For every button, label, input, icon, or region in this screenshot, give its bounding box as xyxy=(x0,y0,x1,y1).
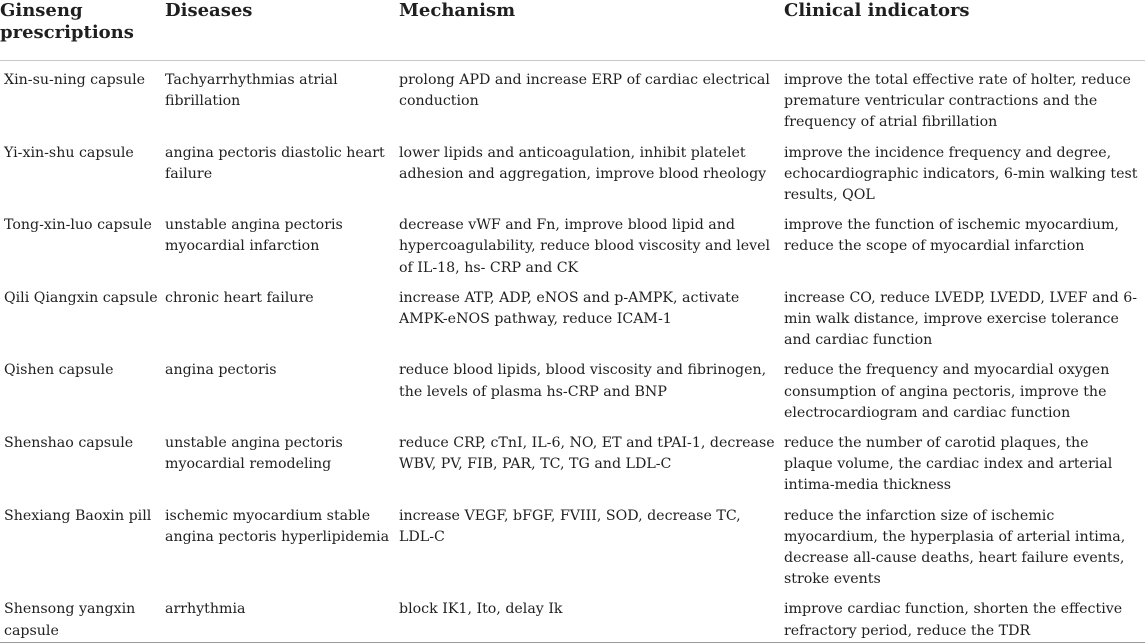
header-clinical-indicators: Clinical indicators xyxy=(784,0,1145,61)
cell-clinical-indicators: reduce the number of carotid plaques, the plaque volume, the cardiac index and arterial intima-media thickness xyxy=(784,435,1113,494)
cell-mechanism: decrease vWF and Fn, improve blood lipid and hypercoagulability, reduce blood viscosity and level of IL-18, hs- CRP and CK xyxy=(399,217,771,276)
cell-diseases: Tachyarrhythmias atrial fibrillation xyxy=(165,72,338,110)
cell-diseases: chronic heart failure xyxy=(165,289,314,306)
cell-clinical-indicators: improve the incidence frequency and degree, echocardiographic indicators, 6-min walking test results, QOL xyxy=(784,144,1138,204)
cell-mechanism: increase ATP, ADP, eNOS and p-AMPK, activate AMPK-eNOS pathway, reduce ICAM-1 xyxy=(399,289,740,328)
header-prescriptions: Ginseng prescriptions xyxy=(0,0,165,61)
cell-prescription: Qishen capsule xyxy=(4,362,114,379)
table-row xyxy=(0,424,1145,497)
table-header xyxy=(0,0,1145,61)
header-diseases: Diseases xyxy=(165,0,399,61)
header-mechanism: Mechanism xyxy=(399,0,784,61)
cell-clinical-indicators: reduce the infarction size of ischemic myocardium, the hyperplasia of arterial intima, decrease all-cause deaths, heart failure events, stroke events xyxy=(784,507,1126,588)
table-row xyxy=(0,134,1145,207)
cell-prescription: Yi-xin-shu capsule xyxy=(4,144,134,161)
cell-mechanism: block IK1, Ito, delay Ik xyxy=(399,590,784,642)
cell-clinical-indicators: improve the function of ischemic myocardium, reduce the scope of myocardial infarction xyxy=(784,217,1119,255)
table-row xyxy=(0,61,1145,134)
cell-prescription: Xin-su-ning capsule xyxy=(4,72,146,88)
cell-mechanism: lower lipids and anticoagulation, inhibit platelet adhesion and aggregation, improve blood rheology xyxy=(399,144,767,182)
cell-clinical-indicators: increase CO, reduce LVEDP, LVEDD, LVEF and 6-min walk distance, improve exercise tolerance and cardiac function xyxy=(784,289,1138,349)
table-row xyxy=(0,351,1145,424)
cell-clinical-indicators: improve the total effective rate of holter, reduce premature ventricular contractions and the frequency of atrial fibrillation xyxy=(784,72,1131,131)
cell-mechanism: prolong APD and increase ERP of cardiac electrical conduction xyxy=(399,72,770,110)
cell-diseases: unstable angina pectoris myocardial infarction xyxy=(165,217,343,255)
cell-diseases: unstable angina pectoris myocardial remodeling xyxy=(165,435,343,473)
cell-diseases: arrhythmia xyxy=(165,590,399,642)
cell-mechanism: increase VEGF, bFGF, FVIII, SOD, decrease TC, LDL-C xyxy=(399,507,741,545)
table-body xyxy=(0,61,1145,643)
cell-mechanism: reduce blood lipids, blood viscosity and fibrinogen, the levels of plasma hs-CRP and BNP xyxy=(399,362,767,400)
table-row xyxy=(0,279,1145,352)
cell-diseases: ischemic myocardium stable angina pectoris hyperlipidemia xyxy=(165,507,390,545)
cell-mechanism: reduce CRP, cTnI, IL-6, NO, ET and tPAI-1, decrease WBV, PV, FIB, PAR, TC, TG and LDL-C xyxy=(399,435,775,473)
cell-prescription: Shenshao capsule xyxy=(4,435,134,452)
cell-prescription: Shexiang Baoxin pill xyxy=(4,507,152,524)
table-row xyxy=(0,497,1145,591)
table-row xyxy=(0,590,1145,642)
cell-clinical-indicators: improve cardiac function, shorten the effective refractory period, reduce the TDR xyxy=(784,590,1145,642)
cell-prescription: Tong-xin-luo capsule xyxy=(4,217,152,234)
table-row xyxy=(0,206,1145,279)
cell-diseases: angina pectoris xyxy=(165,362,277,379)
cell-prescription: Qili Qiangxin capsule xyxy=(4,289,158,306)
cell-diseases: angina pectoris diastolic heart failure xyxy=(165,144,385,182)
header-row xyxy=(0,0,1145,61)
cell-prescription: Shensong yangxin capsule xyxy=(0,590,165,642)
cell-clinical-indicators: reduce the frequency and myocardial oxygen consumption of angina pectoris, improve the electrocardiogram and cardiac function xyxy=(784,362,1110,421)
